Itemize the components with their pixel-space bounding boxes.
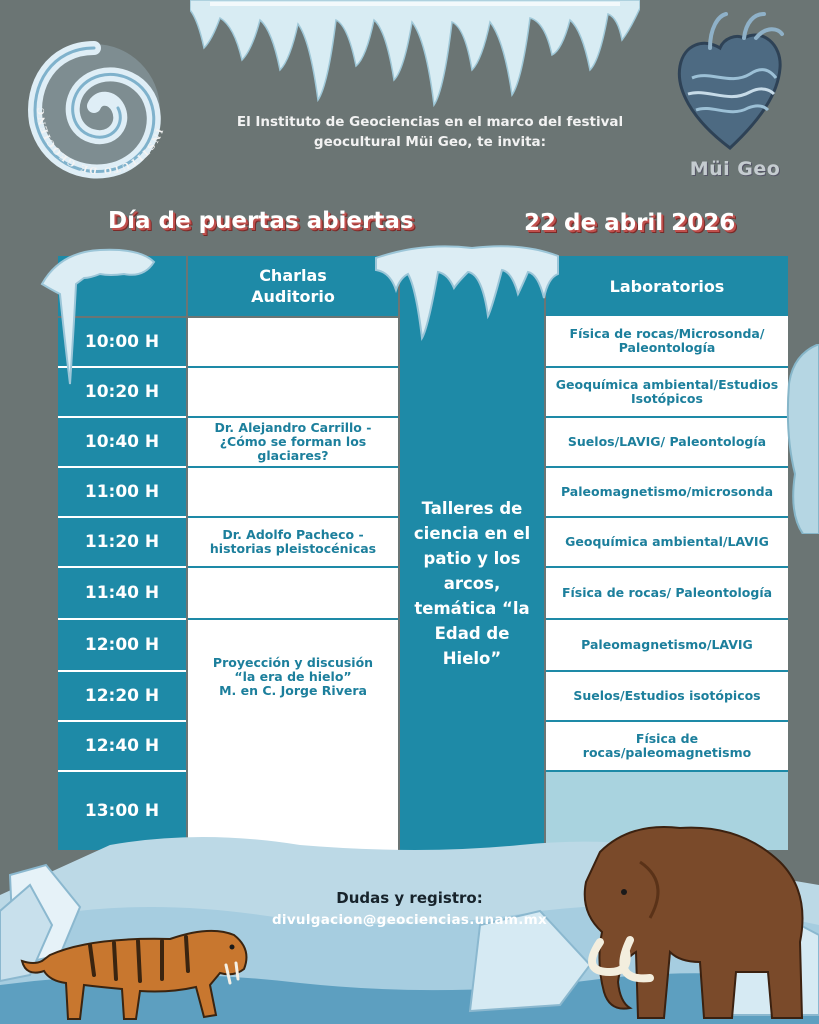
lab-cell: Geoquímica ambiental/LAVIG	[546, 518, 788, 568]
contact-email-link[interactable]: divulgacion@geociencias.unam.mx	[271, 912, 548, 928]
time-cell: 12:40 H	[58, 722, 186, 772]
lab-cell: Suelos/Estudios isotópicos	[546, 672, 788, 722]
instituto-logo-text: INSTITUTO DE GEOCIENC	[36, 106, 164, 176]
time-cell: 11:00 H	[58, 468, 186, 518]
time-cell: 13:00 H	[58, 772, 186, 850]
heart-logo-icon	[670, 8, 790, 158]
swirl-logo-icon	[22, 30, 182, 190]
talk-cell-empty	[188, 368, 398, 418]
lab-cell: Física de rocas/paleomagnetismo	[546, 722, 788, 772]
time-cell: 10:00 H	[58, 318, 186, 368]
footer-label: Dudas y registro:	[336, 889, 483, 907]
screening-line-1: Proyección y discusión	[212, 655, 374, 670]
event-date: 22 de abril 2026	[524, 210, 736, 236]
muigeo-wordmark: Müi Geo	[689, 158, 781, 180]
snow-cap-center-icon	[372, 238, 562, 348]
talleres-cell: Talleres de ciencia en el patio y los arcos, temática “la Edad de Hielo”	[400, 316, 544, 850]
lab-cell: Paleomagnetismo/LAVIG	[546, 620, 788, 672]
talk-cell: Dr. Alejandro Carrillo - ¿Cómo se forman los glaciares?	[188, 418, 398, 468]
time-cell: 12:20 H	[58, 672, 186, 722]
header-talks-line-2: Auditorio	[251, 287, 335, 306]
event-title: Día de puertas abiertas	[108, 208, 414, 234]
intro-text	[215, 112, 645, 152]
glacier-right-icon	[783, 344, 819, 534]
time-cell: 11:20 H	[58, 518, 186, 568]
instituto-logo	[22, 30, 182, 190]
talk-cell-empty	[188, 568, 398, 620]
lab-cell: Física de rocas/ Paleontología	[546, 568, 788, 620]
talk-cell-empty	[188, 318, 398, 368]
lab-cell: Física de rocas/Microsonda/ Paleontología	[546, 316, 788, 368]
screening-line-3: M. en C. Jorge Rivera	[219, 683, 367, 698]
screening-line-2: “la era de hielo”	[234, 669, 352, 684]
talk-cell: Dr. Adolfo Pacheco - historias pleistocénicas	[188, 518, 398, 568]
time-cell: 12:00 H	[58, 620, 186, 672]
time-cell: 10:40 H	[58, 418, 186, 468]
header-talks	[188, 256, 398, 316]
time-cell: 11:40 H	[58, 568, 186, 620]
snow-cap-left-icon	[40, 244, 160, 404]
lab-cell: Paleomagnetismo/microsonda	[546, 468, 788, 518]
icicles-decoration	[190, 0, 640, 110]
time-cell: 10:20 H	[58, 368, 186, 418]
intro-line-2: geocultural Müi Geo, te invita:	[313, 134, 547, 150]
header-labs: Laboratorios	[546, 256, 788, 316]
header-talks-line-1: Charlas	[259, 266, 327, 285]
muigeo-logo	[670, 8, 790, 183]
talk-cell-empty	[188, 468, 398, 518]
sabertooth-tiger-icon	[20, 915, 260, 1024]
lab-cell: Suelos/LAVIG/ Paleontología	[546, 418, 788, 468]
lab-cell: Geoquímica ambiental/Estudios Isotópicos	[546, 368, 788, 418]
intro-line-1: El Instituto de Geociencias en el marco del festival	[236, 114, 624, 130]
